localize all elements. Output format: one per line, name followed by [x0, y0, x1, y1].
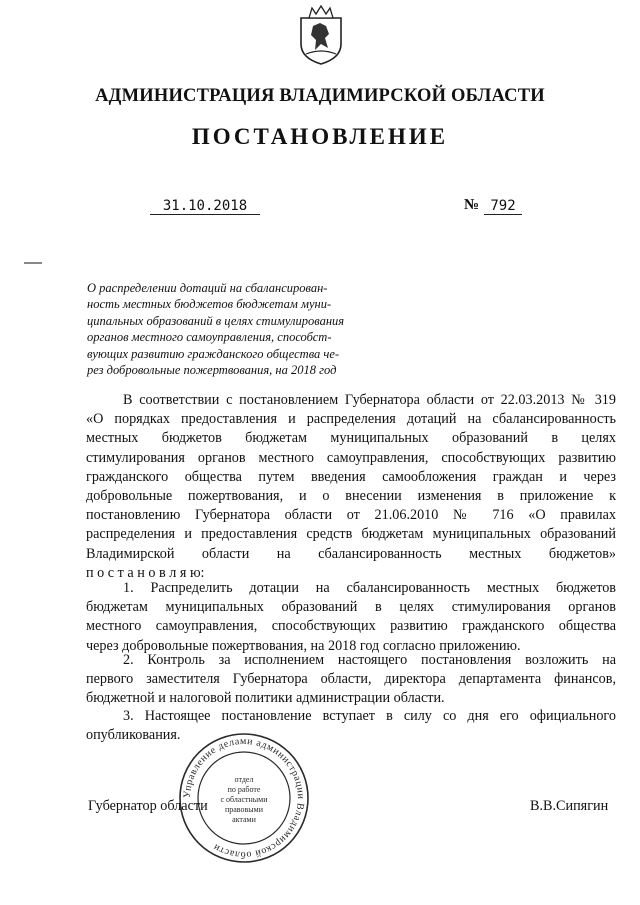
- item-3-paragraph: [86, 707, 616, 745]
- body-line: первого заместителя Губернатора области, директора департамента финансов,: [86, 671, 616, 688]
- svg-text:с областными: с областными: [220, 795, 268, 804]
- body-line: «О порядках предоставления и распределения дотаций на сбалансированность: [86, 411, 616, 428]
- body-line: п о с т а н о в л я ю:: [86, 564, 205, 581]
- body-line: через добровольные пожертвования, на 2018 год согласно приложению.: [86, 637, 521, 654]
- svg-text:правовыми: правовыми: [224, 805, 264, 814]
- body-line: распределения и предоставления средств бюджетам муниципальных образований: [86, 526, 616, 543]
- subject-line: ность местных бюджетов бюджетам муни-: [87, 297, 332, 312]
- item-2-paragraph: [86, 651, 616, 709]
- body-line: местного самоуправления, способствующих развитию гражданского общества: [86, 618, 616, 635]
- body-line: бюджетной и налоговой политики администрации области.: [86, 690, 445, 707]
- subject-line: органов местного самоуправления, способст-: [87, 330, 332, 345]
- body-line: стимулирования органов местного самоуправления, способствующих развитию: [86, 449, 616, 466]
- body-line: 1. Распределить дотации на сбалансированность местных бюджетов: [123, 580, 616, 596]
- document-type-title: ПОСТАНОВЛЕНИЕ: [191, 124, 449, 149]
- svg-text:актами: актами: [232, 815, 256, 824]
- body-line: В соответствии с постановлением Губернатора области от 22.03.2013 № 319: [123, 392, 616, 408]
- subject-line: вующих развитию гражданского общества че-: [87, 346, 340, 361]
- number-label: №: [464, 197, 480, 213]
- document-subject: [87, 280, 377, 378]
- body-line: 2. Контроль за исполнением настоящего постановления возложить на: [123, 652, 616, 668]
- body-line: гражданского общества путем введения самообложения граждан и через: [86, 468, 616, 485]
- body-line: местных бюджетов бюджетам муниципальных образований в целях: [86, 430, 616, 447]
- document-date: 31.10.2018: [150, 198, 260, 215]
- stamp-outer-text: Управление делами администрации Владимирской области: [181, 735, 307, 861]
- body-line: 3. Настоящее постановление вступает в силу со дня его официального: [123, 708, 616, 724]
- signatory-position: Губернатор области: [88, 798, 208, 814]
- item-1-paragraph: [86, 579, 616, 656]
- margin-mark: [24, 262, 42, 264]
- body-line: бюджетам муниципальных образований в целях стимулирования органов: [86, 599, 616, 616]
- coat-of-arms-emblem: [296, 4, 346, 66]
- preamble-paragraph: [86, 391, 616, 583]
- body-line: постановлению Губернатора области от 21.06.2010 № 716 «О правилах: [86, 507, 616, 524]
- body-line: добровольные пожертвования, и о внесении изменения в приложение к: [86, 487, 616, 504]
- svg-text:по работе: по работе: [227, 785, 261, 794]
- svg-text:отдел: отдел: [234, 775, 254, 784]
- signatory-name: В.В.Сипягин: [530, 798, 609, 814]
- body-line: опубликования.: [86, 727, 181, 744]
- body-line: Владимирской области на сбалансированность местных бюджетов»: [86, 545, 616, 562]
- subject-line: ципальных образований в целях стимулирования: [87, 313, 345, 328]
- organization-title: АДМИНИСТРАЦИЯ ВЛАДИМИРСКОЙ ОБЛАСТИ: [95, 86, 545, 106]
- subject-line: О распределении дотаций на сбалансирован-: [87, 281, 328, 295]
- document-number: 792: [484, 198, 522, 215]
- subject-line: рез добровольные пожертвования, на 2018 год: [87, 363, 337, 378]
